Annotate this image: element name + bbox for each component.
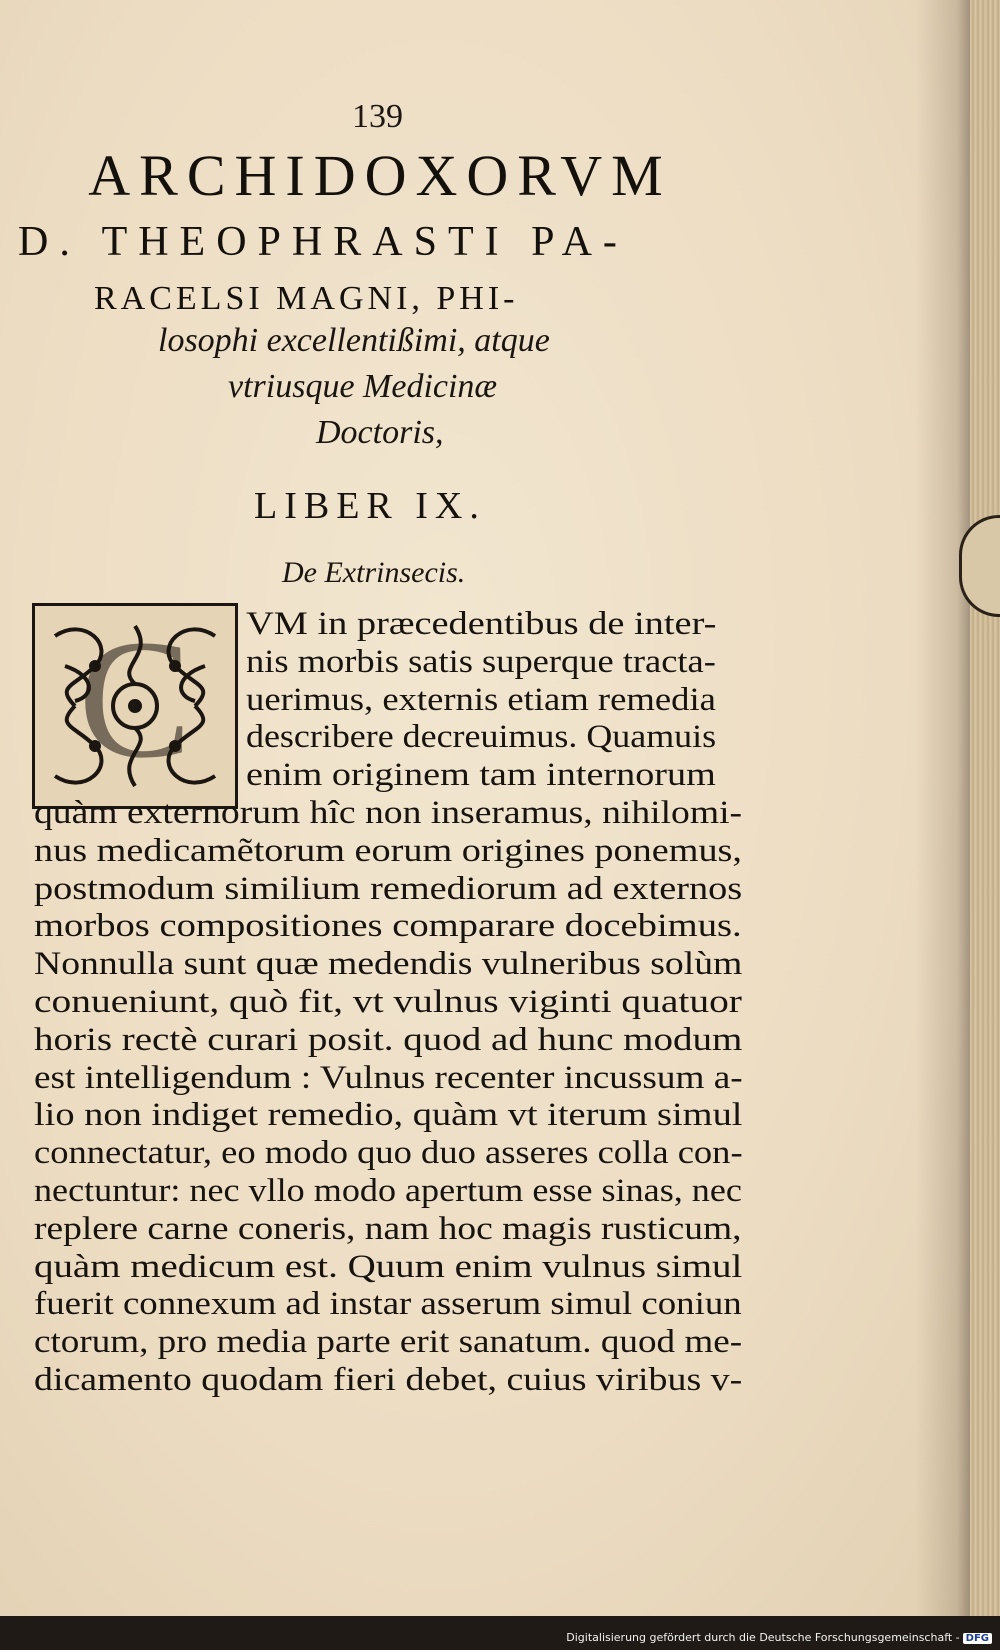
title-line-1: ARCHIDOXORVM [88, 143, 672, 208]
page-edges [970, 0, 1000, 1616]
show-through-text [775, 90, 915, 790]
body-line: nectuntur: nec vllo modo apertum esse sinas, nec [34, 1173, 742, 1209]
body-line: Nonnulla sunt quæ medendis vulneribus solùm [34, 946, 743, 983]
body-line: replere carne coneris, nam hoc magis rusticum, [34, 1210, 742, 1247]
body-line: est intelligendum : Vulnus recenter incussum a- [34, 1059, 743, 1096]
body-line: ctorum, pro media parte erit sanatum. quod me- [34, 1324, 743, 1361]
book-heading: LIBER IX. [254, 485, 486, 527]
title-line-2: D. THEOPHRASTI PA- [18, 219, 628, 265]
body-line: nis morbis satis superque tracta- [246, 643, 716, 680]
body-line: quàm externorum hîc non inseramus, nihilomi- [34, 795, 743, 831]
decorated-initial [32, 603, 238, 809]
body-line: conueniunt, quò fit, vt vulnus viginti quatuor [34, 984, 742, 1020]
body-line: uerimus, externis etiam remedia [246, 681, 716, 718]
body-line: connectatur, eo modo quo duo asseres colla con- [34, 1135, 743, 1172]
drop-cap-letter: C [78, 606, 192, 793]
dfg-logo: DFG [963, 1633, 992, 1644]
body-line: VM in præcedentibus de inter- [246, 606, 717, 642]
body-line: enim originem tam internorum [246, 757, 716, 794]
page-number: 139 [352, 98, 403, 135]
subtitle-line-3: Doctoris, [316, 414, 444, 451]
digitization-credit [566, 1631, 992, 1644]
section-title: De Extrinsecis. [282, 556, 466, 589]
gutter-shadow [915, 0, 975, 1616]
credit-text: Digitalisierung gefördert durch die Deutsche Forschungsgemeinschaft - [566, 1631, 960, 1644]
body-line: horis rectè curari posit. quod ad hunc modum [34, 1021, 743, 1058]
subtitle-line-1: losophi excellentißimi, atque [158, 322, 550, 359]
body-line: lio non indiget remedio, quàm vt iterum simul [34, 1097, 743, 1134]
ornament-icon [35, 606, 235, 806]
body-line: describere decreuimus. Quamuis [246, 719, 717, 756]
body-line: dicamento quodam fieri debet, cuius viribus v- [34, 1362, 743, 1398]
body-line: quàm medicum est. Quum enim vulnus simul [34, 1248, 743, 1285]
body-line: postmodum similium remediorum ad externos [34, 870, 743, 907]
title-line-3: RACELSI MAGNI, PHI- [94, 280, 519, 317]
body-line: morbos compositiones comparare docebimus. [34, 908, 742, 945]
body-line: fuerit connexum ad instar asserum simul coniun [34, 1286, 742, 1323]
subtitle-line-2: vtriusque Medicinæ [228, 368, 498, 405]
body-line: nus medicamẽtorum eorum origines ponemus, [34, 832, 742, 869]
